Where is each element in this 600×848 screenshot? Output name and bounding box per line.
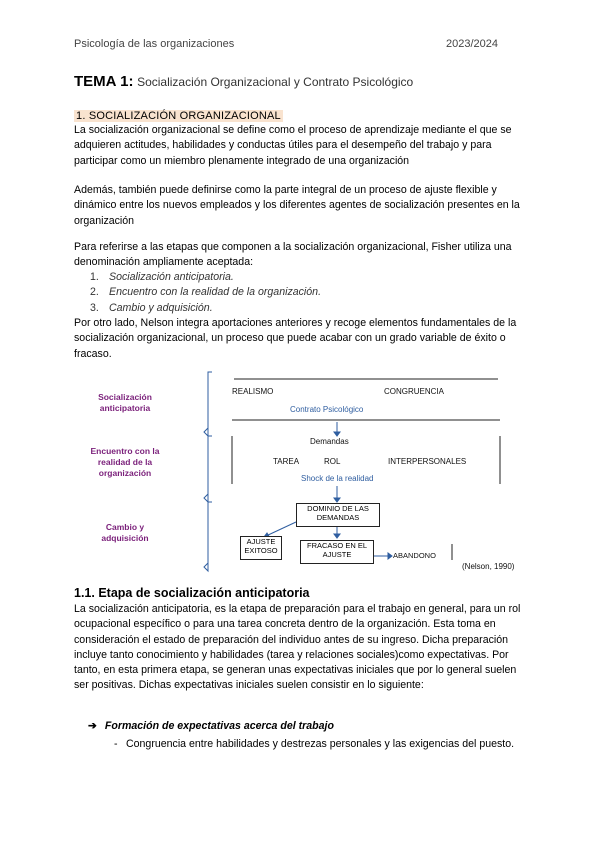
paragraph-4: Por otro lado, Nelson integra aportaciones anteriores y recoge elementos fundamentales de la socialización organizacional, un proceso que puede acabar con un grado variable de éxito o fracaso. [74, 317, 517, 360]
demandas-text: Demandas [310, 437, 349, 446]
nelson-citation: (Nelson, 1990) [462, 562, 515, 571]
fracaso-box: FRACASO EN EL AJUSTE [300, 540, 374, 564]
stage-label-cambio: Cambio y adquisición [101, 522, 149, 543]
paragraph-1: La socialización organizacional se define como el proceso de aprendizaje mediante el que se adquieren actitudes, habilidades y conductas útiles para el desempeño del trabajo y para participar como un miembro plenamente integrado de una organización [74, 124, 512, 167]
contrato-text: Contrato Psicológico [290, 405, 364, 414]
section11-heading: 1.1. Etapa de socialización anticipatoria [74, 586, 310, 600]
arrow-right-icon: ➔ [88, 720, 97, 732]
dominio-box: DOMINIO DE LAS DEMANDAS [296, 503, 380, 527]
dash-icon: - [114, 738, 118, 750]
ajuste-exitoso-box: AJUSTE EXITOSO [240, 536, 282, 560]
congruencia-subbullet: - Congruencia entre habilidades y destrezas personales y las exigencias del puesto. [126, 737, 526, 752]
section11-paragraph: La socialización anticipatoria, es la etapa de preparación para el trabajo en general, para un rol ocupacional específico o para una tarea concreta dentro de la organización. Esta toma en consideración el estado de preparación del individuo antes de su ingreso. Dicha preparación incluye tanto conocimiento y habilidades (tarea y relaciones sociales)como expectativas. Por tanto, en esta primera etapa, se generan unas expectativas iniciales que por lo general suelen ser positivas. Dichas expectativas iniciales suelen consistir en lo siguiente: [74, 603, 521, 692]
stage-label-anticipatoria: Socialización anticipatoria [98, 392, 152, 413]
tarea-text: TAREA [273, 457, 300, 466]
list-item: 2. Encuentro con la realidad de la organización. [90, 286, 322, 299]
tema-subtitle: Socialización Organizacional y Contrato Psicológico [137, 75, 414, 89]
expectativas-bullet: ➔ Formación de expectativas acerca del trabajo [88, 720, 334, 732]
list-item: 3. Cambio y adquisición. [90, 301, 213, 314]
realismo-text: REALISMO [232, 387, 274, 396]
shock-text: Shock de la realidad [301, 474, 374, 483]
nelson-diagram [74, 368, 534, 578]
fisher-stage-list [90, 270, 321, 316]
tema-label: TEMA 1: [74, 73, 134, 90]
section1-heading: 1. SOCIALIZACIÓN ORGANIZACIONAL [76, 110, 281, 122]
header-course: Psicología de las organizaciones [74, 38, 235, 50]
stage-label-encuentro: Encuentro con la realidad de la organización [90, 446, 160, 478]
rol-text: ROL [324, 457, 341, 466]
paragraph-2: Además, también puede definirse como la parte integral de un proceso de ajuste flexible y dinámico entre los nuevos empleados y los diferentes agentes de socialización presentes en la organización [74, 184, 520, 227]
interpersonales-text: INTERPERSONALES [388, 457, 467, 466]
list-item: 1. Socialización anticipatoria. [90, 271, 234, 283]
paragraph-3: Para referirse a las etapas que componen a la socialización organizacional, Fisher utiliza una denominación ampliamente aceptada: [74, 241, 512, 269]
congruencia-text: CONGRUENCIA [384, 387, 445, 396]
abandono-text: ABANDONO [393, 551, 436, 560]
header-year: 2023/2024 [446, 38, 498, 50]
page-title [74, 73, 413, 90]
